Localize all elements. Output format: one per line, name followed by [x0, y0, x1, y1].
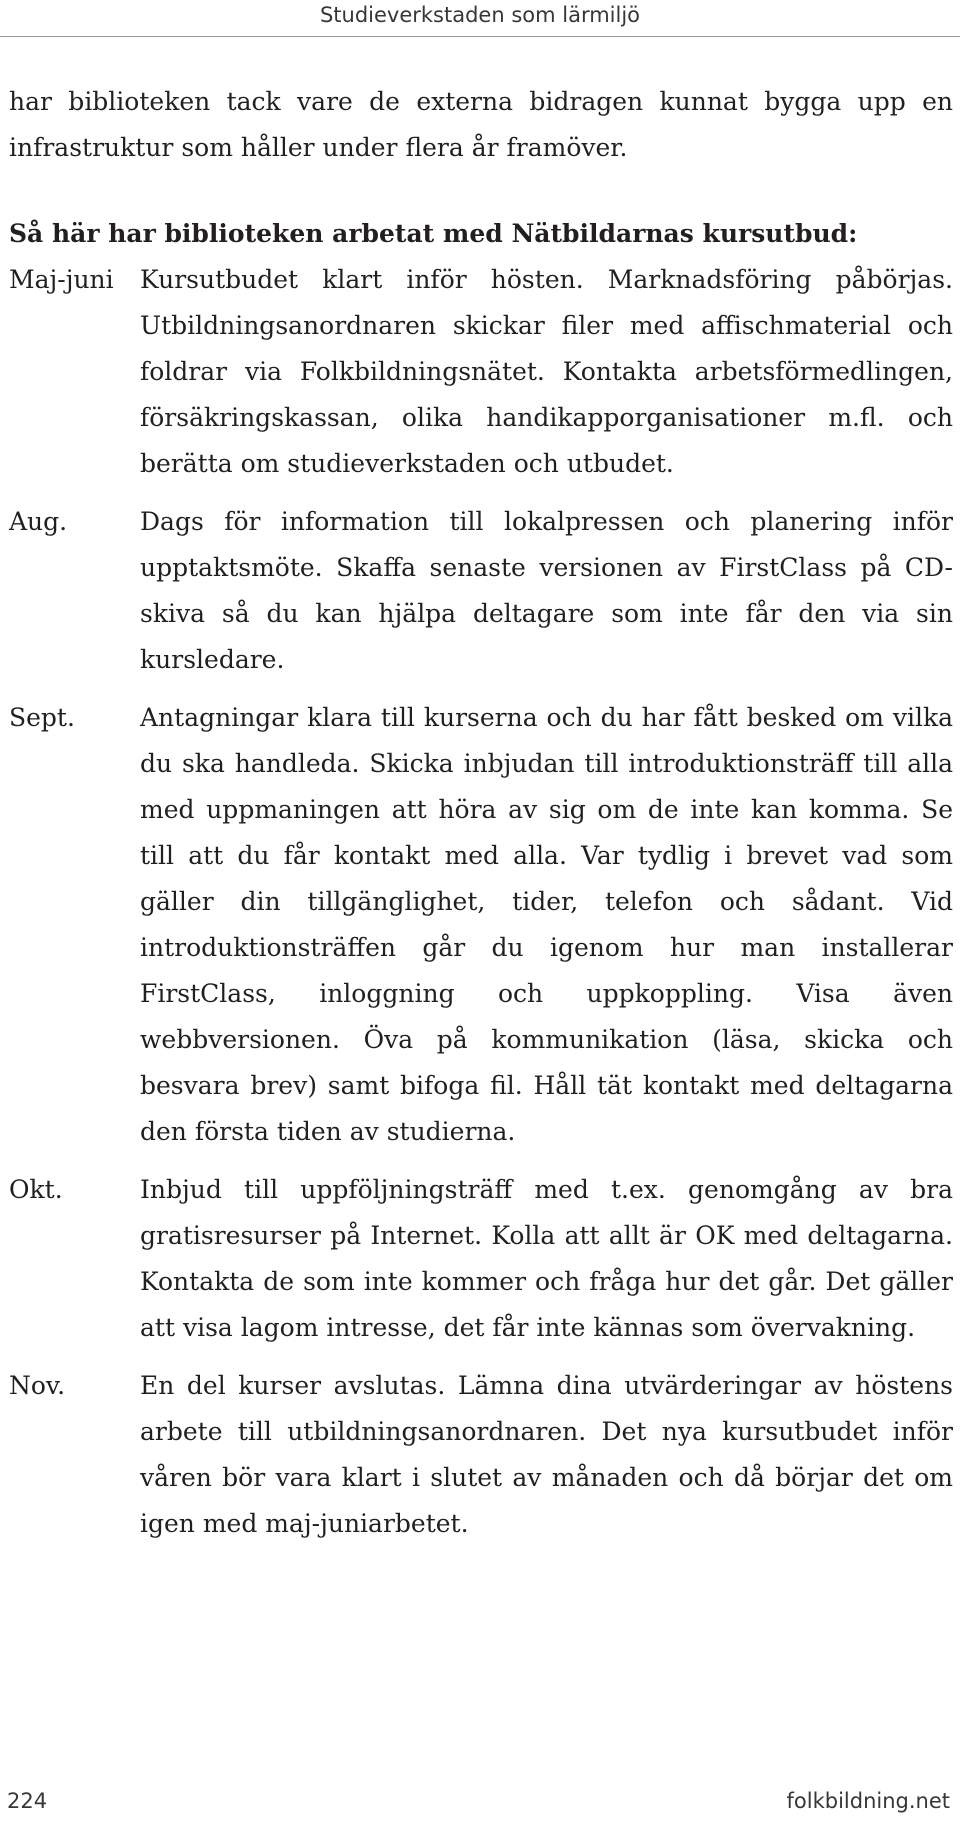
entry-month: Aug.: [9, 507, 68, 536]
entry-text: Inbjud till uppföljningsträff med t.ex. genomgång av bra gratisresurser på Internet. Kolla att allt är OK med deltagarna. Kontakta de som inte kommer och fråga hur det går. Det gäller att visa lagom intresse, det får inte kännas som övervakning.: [140, 1175, 953, 1342]
schedule-entry-nov: [9, 1363, 953, 1547]
section-heading: Så här har biblioteken arbetat med Nätbildarnas kursutbud:: [9, 219, 858, 248]
intro-paragraph: har biblioteken tack vare de externa bidragen kunnat bygga upp en infrastruktur som håller under flera år framöver.: [9, 87, 953, 162]
schedule-entry-okt: [9, 1167, 953, 1351]
running-head: Studieverkstaden som lärmiljö: [319, 3, 641, 27]
schedule-entry-sept: [9, 695, 953, 1155]
page-number: 224: [7, 1789, 48, 1813]
entry-month: Nov.: [9, 1371, 66, 1400]
footer-site: folkbildning.net: [786, 1789, 950, 1813]
page-body: [9, 79, 953, 1547]
entry-month: Maj-juni: [9, 265, 114, 294]
entry-text: Kursutbudet klart inför hösten. Marknadsföring påbörjas. Utbildningsanordnaren skickar filer med affischmaterial och foldrar via Folkbildningsnätet. Kontakta arbetsförmedlingen, försäkringskassan, olika handikapporganisationer m.fl. och berätta om studieverkstaden och utbudet.: [140, 265, 953, 478]
entry-month: Sept.: [9, 703, 75, 732]
schedule-entry-maj-juni: [9, 257, 953, 487]
header-rule: [0, 36, 960, 37]
entry-text: Antagningar klara till kurserna och du har fått besked om vilka du ska handleda. Skicka inbjudan till introduktionsträff till alla med uppmaningen att höra av sig om de inte kan komma. Se till att du får kontakt med alla. Var tydlig i brevet vad som gäller din tillgänglighet, tider, telefon och sådant. Vid introduktionsträffen går du igenom hur man installerar FirstClass, inloggning och uppkoppling. Visa även webbversionen. Öva på kommunikation (läsa, skicka och besvara brev) samt bifoga fil. Håll tät kontakt med deltagarna den första tiden av studierna.: [140, 703, 953, 1146]
entry-text: Dags för information till lokalpressen och planering inför upptaktsmöte. Skaffa senaste versionen av FirstClass på CD-skiva så du kan hjälpa deltagare som inte får den via sin kursledare.: [140, 507, 953, 674]
schedule-list: [9, 257, 953, 1547]
schedule-entry-aug: [9, 499, 953, 683]
entry-month: Okt.: [9, 1175, 63, 1204]
entry-text: En del kurser avslutas. Lämna dina utvärderingar av höstens arbete till utbildningsanordnaren. Det nya kursutbudet inför våren bör vara klart i slutet av månaden och då börjar det om igen med maj-juniarbetet.: [140, 1371, 953, 1538]
